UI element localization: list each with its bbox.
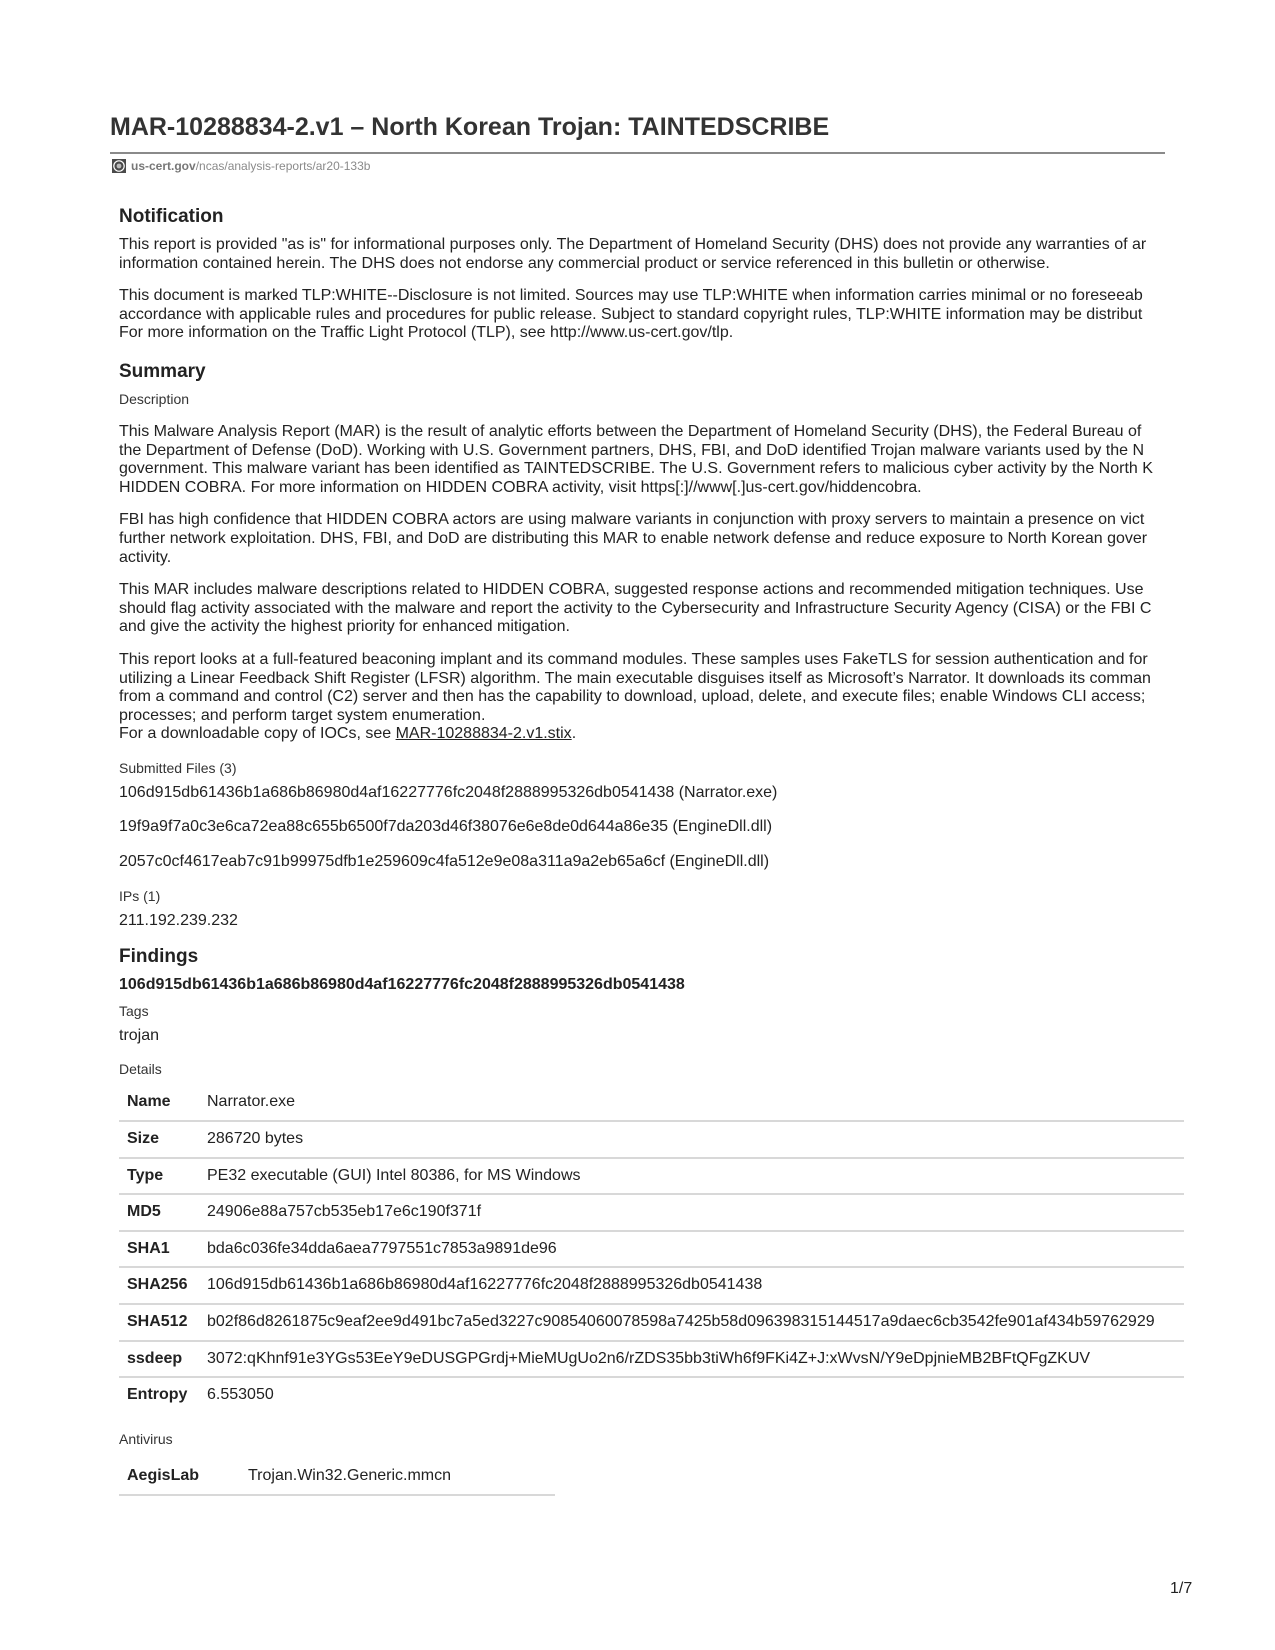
ioc-download-line [119,725,1184,744]
text-line: information contained herein. The DHS does not endorse any commercial product or service referenced in this bulletin or otherwise. [119,254,1050,272]
text-line: FBI has high confidence that HIDDEN COBRA actors are using malware variants in conjunction with proxy servers to maintain a presence on vict [119,511,1145,529]
notification-paragraph-1 [119,236,1184,273]
table-row [119,1457,555,1496]
detail-value: 24906e88a757cb535eb17e6c190f371f [199,1194,1184,1231]
submitted-file: 2057c0cf4617eab7c91b99975dfb1e259609c4fa512e9e08a311a9a2eb65a6cf (EngineDll.dll) [119,853,770,871]
table-row [119,1267,1184,1304]
table-row [119,1341,1184,1378]
text-line: For more information on the Traffic Light Protocol (TLP), see http://www.us-cert.gov/tlp. [119,324,734,342]
title-divider [110,152,1165,154]
detail-key: SHA512 [119,1304,199,1341]
detail-key: MD5 [119,1194,199,1231]
summary-paragraph-1 [119,423,1184,497]
detail-key: Name [119,1085,199,1121]
url-domain[interactable]: us-cert.gov [131,159,196,173]
detail-value: 6.553050 [207,1386,274,1404]
text-line: This report looks at a full-featured beaconing implant and its command modules. These samples uses FakeTLS for session authentication and for [119,650,1148,668]
page-number: 1/7 [1170,1580,1193,1597]
detail-key: Size [119,1121,199,1158]
url-path[interactable]: /ncas/analysis-reports/ar20-133b [195,159,371,173]
detail-key: Entropy [127,1386,188,1404]
detail-key: SHA1 [119,1231,199,1268]
antivirus-vendor: AegisLab [119,1457,240,1496]
notification-paragraph-2 [119,287,1184,343]
detail-key: Type [119,1158,199,1195]
text-line: the Department of Defense (DoD). Working with U.S. Government partners, DHS, FBI, and DoD identified Trojan malware variants used by the N [119,441,1145,459]
text-line: activity. [119,548,172,566]
table-row [119,1194,1184,1231]
submitted-files-label: Submitted Files (3) [119,759,237,776]
ioc-stix-link[interactable]: MAR-10288834-2.v1.stix [395,725,572,743]
antivirus-label: Antivirus [119,1430,173,1447]
text-line: This MAR includes malware descriptions related to HIDDEN COBRA, suggested response actions and recommended mitigation techniques. Use [119,581,1144,599]
text-line: HIDDEN COBRA. For more information on HIDDEN COBRA activity, visit https[:]//www[.]us-cert.gov/hiddencobra. [119,478,922,496]
text-line: accordance with applicable rules and procedures for public release. Subject to standard copyright rules, TLP:WHITE information may be distribut [119,305,1143,323]
ips-label: IPs (1) [119,887,161,904]
summary-paragraph-3 [119,581,1184,637]
details-table [119,1085,1184,1412]
detail-key: ssdeep [119,1341,199,1378]
ioc-prefix: For a downloadable copy of IOCs, see [119,725,396,743]
table-row [119,1377,1184,1413]
findings-heading: Findings [119,946,199,968]
text-line: processes; and perform target system enumeration. [119,706,486,724]
notification-heading: Notification [119,206,224,227]
text-line: This report is provided "as is" for informational purposes only. The Department of Homeland Security (DHS) does not provide any warranties of ar [119,236,1147,253]
detail-value: 3072:qKhnf91e3YGs53EeY9eDUSGPGrdj+MieMUgUo2n6/rZDS35bb3tiWh6f9FKi4Z+J:xWvsN/Y9eDpjnieMB2BFtQFgZKUV [199,1341,1184,1378]
antivirus-result: Trojan.Win32.Generic.mmcn [240,1457,555,1496]
text-line: This document is marked TLP:WHITE--Disclosure is not limited. Sources may use TLP:WHITE when information carries minimal or no foreseeab [119,287,1143,305]
submitted-file: 19f9a9f7a0c3e6ca72ea88c655b6500f7da203d46f38076e6e8de0d644a86e35 (EngineDll.dll) [119,818,773,836]
detail-value: 286720 bytes [199,1121,1184,1158]
text-line: further network exploitation. DHS, FBI, and DoD are distributing this MAR to enable network defense and reduce exposure to North Korean gover [119,529,1148,547]
report-content [119,206,1184,1496]
summary-paragraph-2 [119,511,1184,567]
page-title: MAR-10288834-2.v1 – North Korean Trojan: TAINTEDSCRIBE [110,113,830,141]
detail-value: PE32 executable (GUI) Intel 80386, for MS Windows [199,1158,1184,1195]
source-url[interactable] [112,159,370,173]
text-line: government. This malware variant has been identified as TAINTEDSCRIBE. The U.S. Government refers to malicious cyber activity by the North K [119,460,1153,478]
text-line: This Malware Analysis Report (MAR) is the result of analytic efforts between the Department of Homeland Security (DHS), the Federal Bureau of [119,422,1142,440]
detail-value: 106d915db61436b1a686b86980d4af16227776fc2048f2888995326db0541438 [199,1267,1184,1304]
table-row [119,1121,1184,1158]
description-label: Description [119,390,190,407]
summary-paragraph-4 [119,651,1184,744]
ip-address: 211.192.239.232 [119,911,238,929]
detail-value: bda6c036fe34dda6aea7797551c7853a9891de96 [199,1231,1184,1268]
text-line: should flag activity associated with the malware and report the activity to the Cybersecurity and Infrastructure Security Agency (CISA) or the FBI C [119,599,1152,617]
tag-value: trojan [119,1026,160,1044]
table-row [119,1304,1184,1341]
text-line: from a command and control (C2) server and then has the capability to download, upload, delete, and execute files; enable Windows CLI access; [119,688,1146,706]
text-line: and give the activity the highest priority for enhanced mitigation. [119,618,570,636]
table-row [119,1158,1184,1195]
finding-hash: 106d915db61436b1a686b86980d4af16227776fc2048f2888995326db0541438 [119,976,685,994]
ioc-suffix: . [571,725,577,743]
summary-heading: Summary [119,360,206,382]
text-line: utilizing a Linear Feedback Shift Register (LFSR) algorithm. The main executable disguises itself as Microsoft’s Narrator. It downloads its comman [119,669,1151,687]
tags-label: Tags [119,1002,149,1019]
submitted-file: 106d915db61436b1a686b86980d4af16227776fc2048f2888995326db0541438 (Narrator.exe) [119,783,778,801]
table-row [119,1085,1184,1121]
antivirus-table [119,1457,555,1497]
detail-value: b02f86d8261875c9eaf2ee9d491bc7a5ed3227c90854060078598a7425b58d096398315144517a9daec6cb3542fe901af434b59762929 [199,1304,1184,1341]
details-label: Details [119,1061,162,1078]
us-cert-seal-icon [112,159,126,173]
detail-key: SHA256 [119,1267,199,1304]
table-row [119,1231,1184,1268]
detail-value: Narrator.exe [199,1085,1184,1121]
